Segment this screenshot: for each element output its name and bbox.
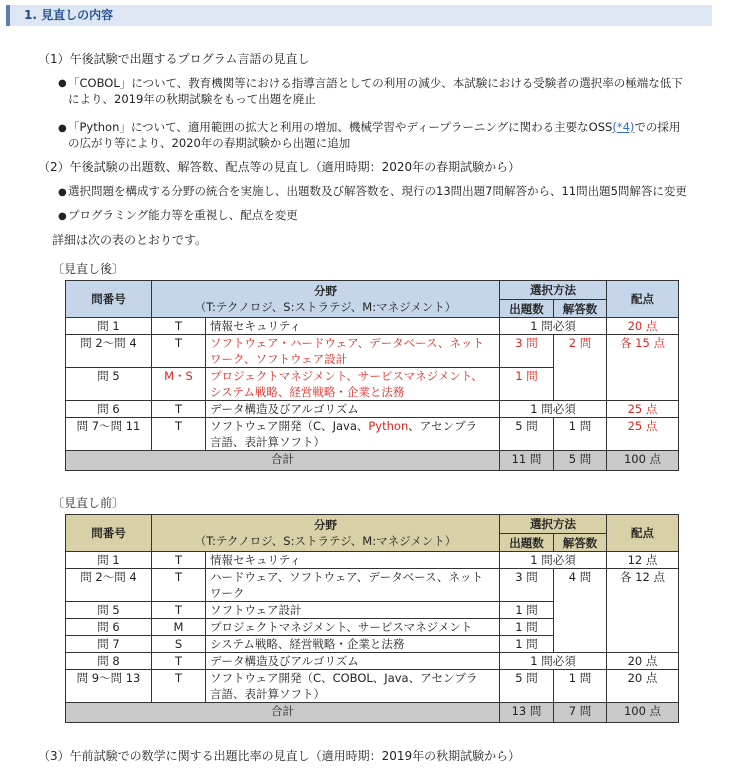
table-row: 問 1 T 情報セキュリティ 1 問必須 12 点 (66, 552, 679, 569)
header-num-questions: 出題数 (500, 300, 554, 318)
bullet-icon: ● (58, 78, 67, 89)
footnote-link[interactable]: (*4) (612, 120, 635, 134)
header-field: 分野 （T:テクノロジ、S:ストラテジ、M:マネジメント） (152, 281, 500, 318)
bullet-icon: ● (58, 123, 67, 134)
item2-heading: （2）午後試験の出題数、解答数、配点等の見直し（適用時期：2020年の春期試験から） (38, 160, 521, 174)
after-caption: 〔見直し後〕 (52, 262, 125, 276)
header-num-answers: 解答数 (554, 300, 607, 318)
header-qno: 問番号 (66, 515, 152, 552)
table-row: 問 5 T ソフトウェア設計 1 問 (66, 602, 679, 619)
table-row: 問 5 M・S プロジェクトマネジメント、サービスマネジメント、 システム戦略、経営戦略・企業と法務 1 問 (66, 368, 679, 401)
header-points: 配点 (607, 515, 679, 552)
table-row: 問 6 T データ構造及びアルゴリズム 1 問必須 25 点 (66, 401, 679, 418)
item1-bullet1: 「COBOL」について、教育機関等における指導言語としての利用の減少、本試験における受験者の選択率の極端な低下 により、2019年の秋期試験をもって出題を廃止 (68, 76, 683, 106)
header-points: 配点 (607, 281, 679, 318)
table-row: 問 9～問 13 T ソフトウェア開発（C、COBOL、Java、アセンブラ 言語、表計算ソフト） 5 問 1 問 20 点 (66, 670, 679, 703)
table-row: 問 2～問 4 T ソフトウェア・ハードウェア、データベース、ネット ワーク、ソフトウェア設計 3 問 2 問 各 15 点 (66, 335, 679, 368)
item2-bullet2: プログラミング能力等を重視し、配点を変更 (68, 208, 298, 222)
table-row: 問 8 T データ構造及びアルゴリズム 1 問必須 20 点 (66, 653, 679, 670)
table-row: 問 7 S システム戦略、経営戦略・企業と法務 1 問 (66, 636, 679, 653)
header-method: 選択方法 (500, 281, 607, 300)
header-qno: 問番号 (66, 281, 152, 318)
bullet-icon: ● (58, 211, 67, 222)
table-total-row: 合計 11 問 5 問 100 点 (66, 451, 679, 471)
table-note: 詳細は次の表のとおりです。 (52, 233, 208, 247)
table-row: 問 2～問 4 T ハードウェア、ソフトウェア、データベース、ネット ワーク 3 問 4 問 各 12 点 (66, 569, 679, 602)
item1-bullet2: 「Python」について、適用範囲の拡大と利用の増加、機械学習やディープラーニングに関わる主要なOSS(*4)での採用 の広がり等により、2020年の春期試験から出題に追加 (68, 120, 681, 150)
item2-bullet1: 選択問題を構成する分野の統合を実施し、出題数及び解答数を、現行の13問出題7問解答から、11問出題5問解答に変更 (68, 184, 687, 198)
after-table (65, 280, 679, 471)
table-row: 問 1 T 情報セキュリティ 1 問必須 20 点 (66, 318, 679, 335)
bullet-icon: ● (58, 187, 67, 198)
table-total-row: 合計 13 問 7 問 100 点 (66, 703, 679, 723)
before-table (65, 514, 679, 723)
header-field: 分野 （T:テクノロジ、S:ストラテジ、M:マネジメント） (152, 515, 500, 552)
header-num-questions: 出題数 (500, 534, 554, 552)
before-caption: 〔見直し前〕 (52, 496, 125, 510)
item3-heading: （3）午前試験での数学に関する出題比率の見直し（適用時期：2019年の秋期試験から） (38, 749, 521, 763)
section-title: 1. 見直しの内容 (6, 5, 712, 26)
header-num-answers: 解答数 (554, 534, 607, 552)
table-row: 問 7～問 11 T ソフトウェア開発（C、Java、Python、アセンブラ 言語、表計算ソフト） 5 問 1 問 25 点 (66, 418, 679, 451)
table-row: 問 6 M プロジェクトマネジメント、サービスマネジメント 1 問 (66, 619, 679, 636)
item1-heading: （1）午後試験で出題するプログラム言語の見直し (38, 52, 310, 66)
header-method: 選択方法 (500, 515, 607, 534)
